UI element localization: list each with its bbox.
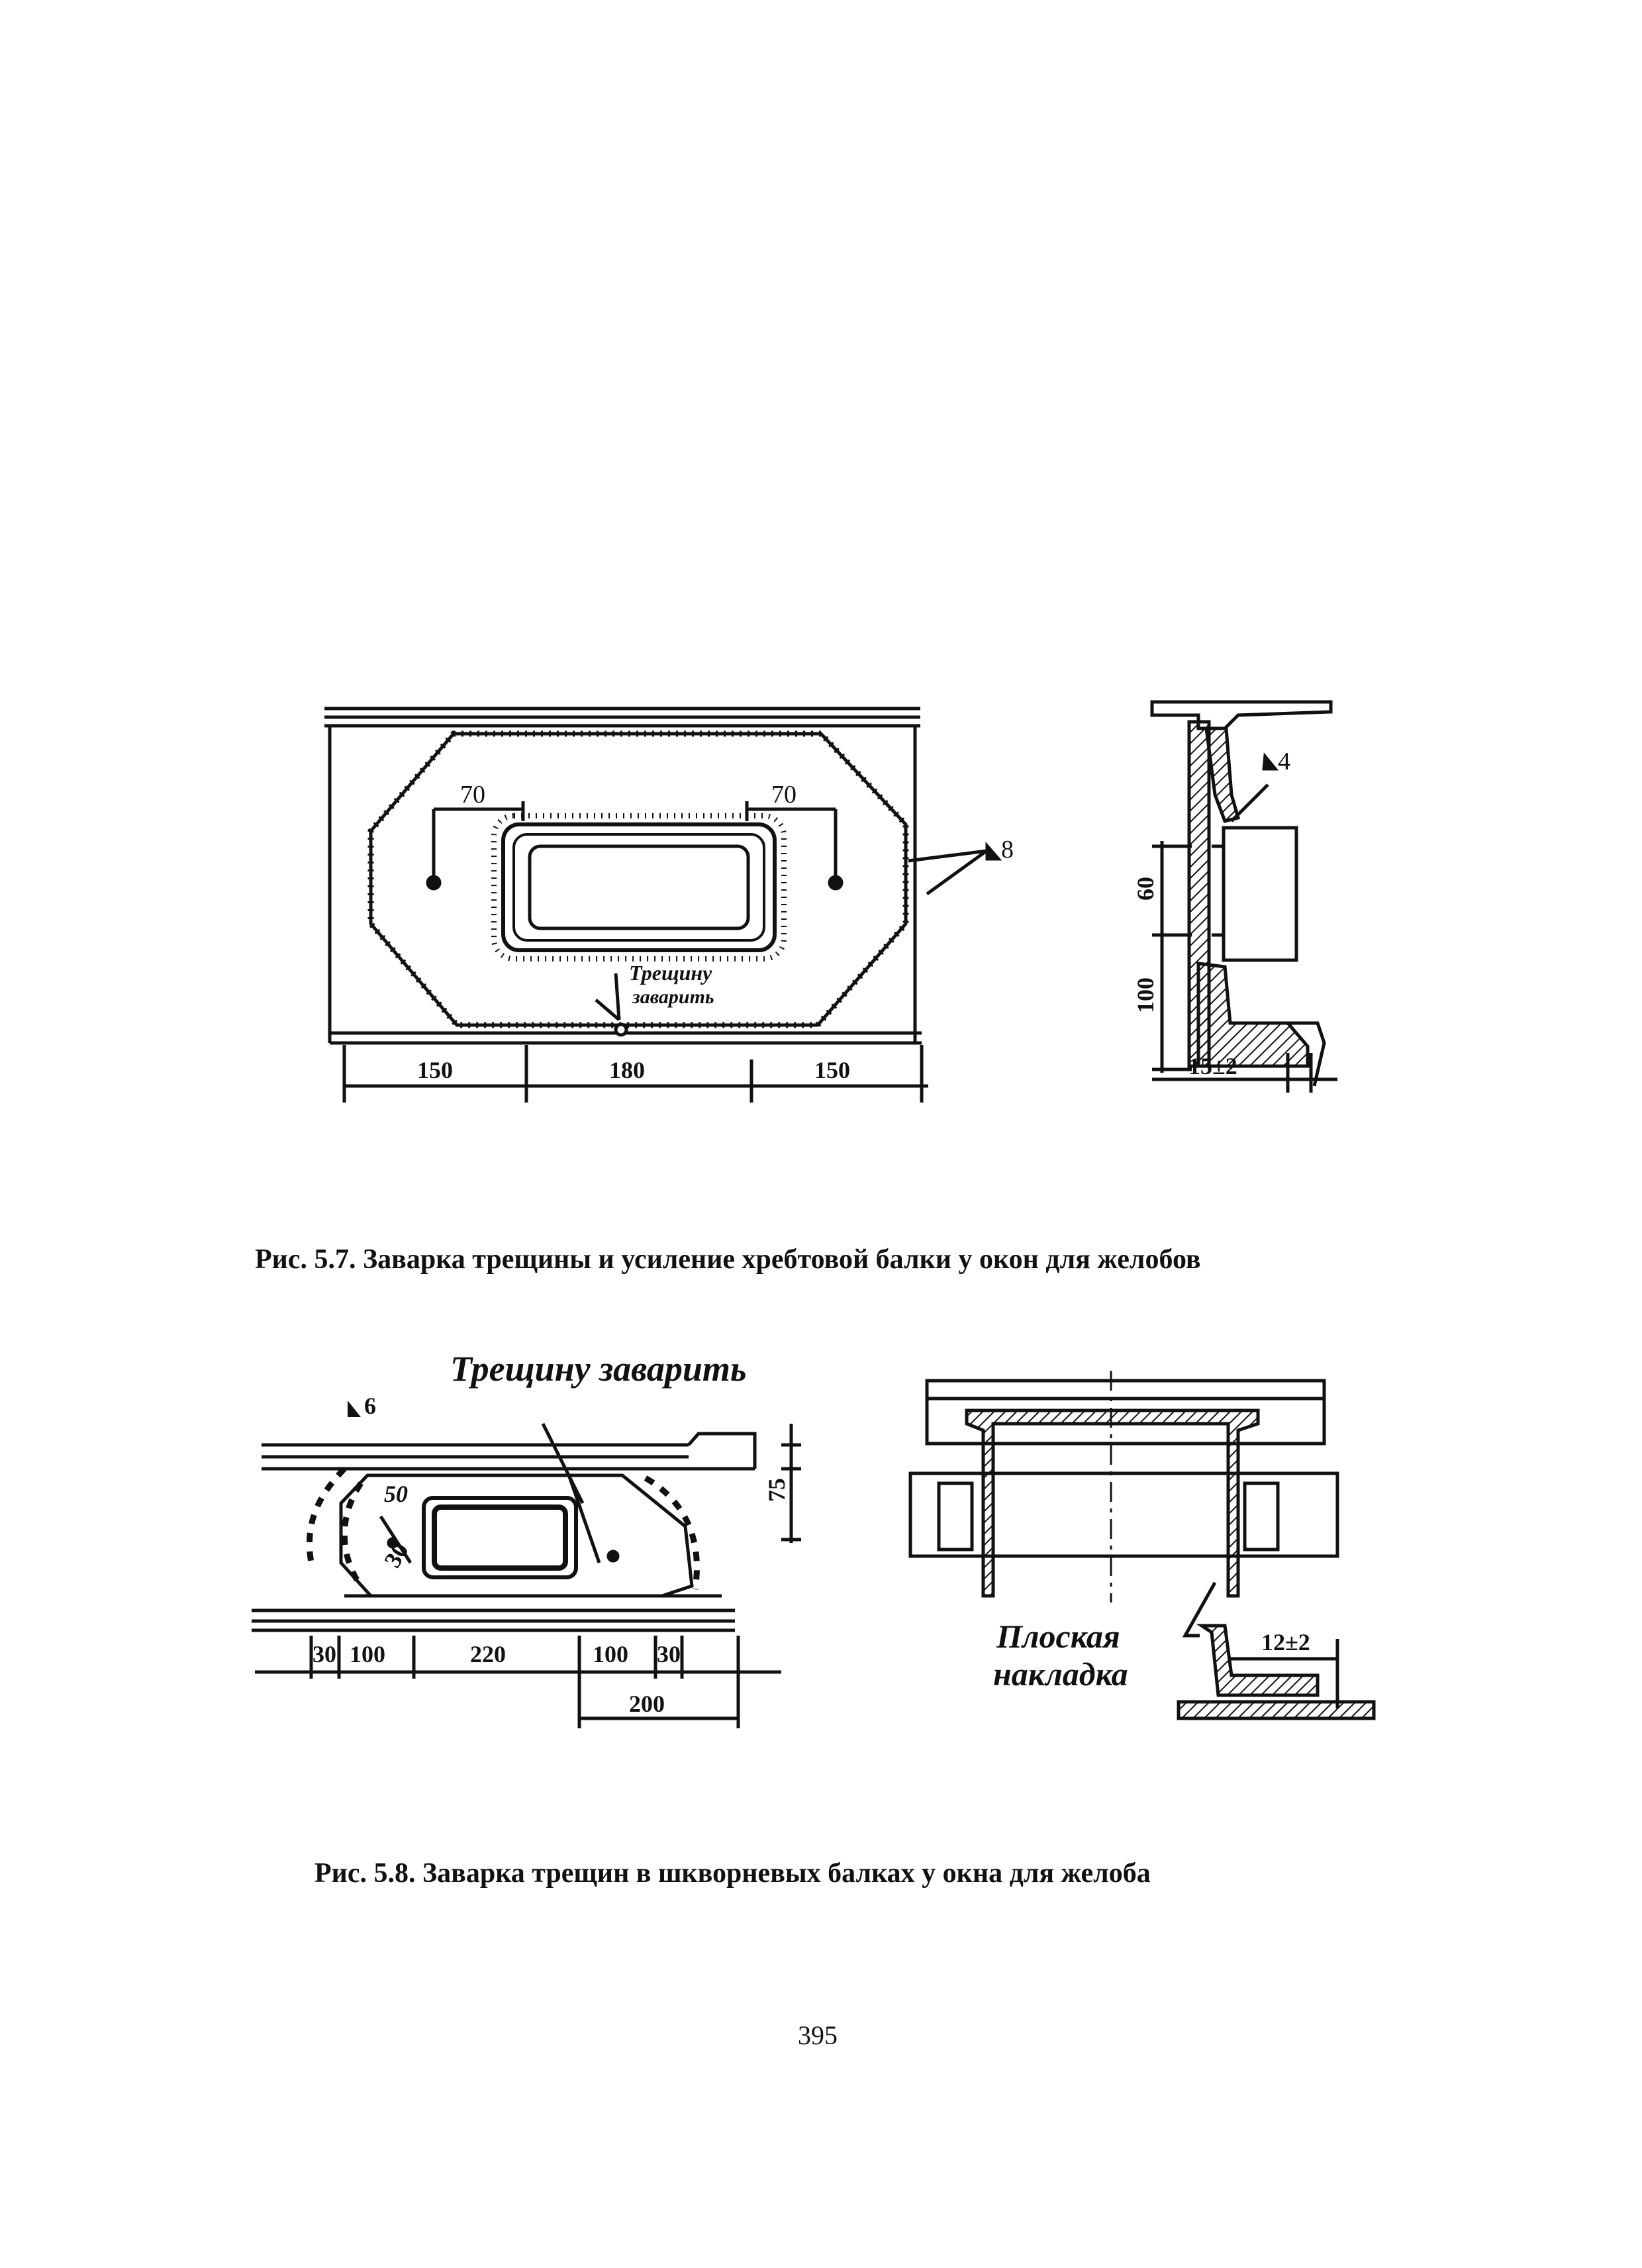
fig57-dim-180: 180 — [609, 1057, 645, 1083]
figure-5-7-caption: Рис. 5.7. Заварка трещины и усиление хребтовой балки у окон для желобов — [255, 1244, 1201, 1275]
fig58-dim-b4: 100 — [593, 1641, 628, 1667]
fig57-dim-70-right: 70 — [771, 781, 797, 809]
fig58-plate-label-line1: Плоская — [996, 1618, 1120, 1655]
fig57-dim-100: 100 — [1132, 977, 1159, 1013]
fig57-crack-note-line2: заварить — [632, 986, 714, 1008]
fig58-section-view — [910, 1371, 1374, 1718]
fig57-dim-60: 60 — [1132, 877, 1159, 901]
fig57-dim-150-left: 150 — [417, 1057, 453, 1083]
figure-5-8-caption: Рис. 5.8. Заварка трещин в шкворневых балках у окна для желоба — [314, 1858, 1151, 1889]
fig57-crack-note-line1: Трещину — [629, 961, 712, 985]
fig57-dim-15pm2: 15±2 — [1188, 1053, 1237, 1079]
fig57-main-view — [324, 709, 1000, 1103]
fig57-section-view — [1152, 702, 1337, 1093]
fig58-crack-note: Трещину заварить — [450, 1349, 747, 1389]
fig58-dim-b5: 30 — [657, 1641, 681, 1667]
fig57-dim-150-right: 150 — [814, 1057, 850, 1083]
fig58-dim-12pm2: 12±2 — [1261, 1629, 1310, 1655]
fig58-dim-b1: 30 — [313, 1641, 336, 1667]
fig58-plate-label-line2: накладка — [993, 1655, 1128, 1693]
page-number: 395 — [798, 2020, 838, 2050]
fig58-weld-6: 6 — [364, 1393, 376, 1419]
fig58-dim-b2: 100 — [350, 1641, 385, 1667]
fig58-weld-symbol — [348, 1401, 361, 1417]
fig57-dim-70-left: 70 — [460, 781, 485, 809]
fig58-dim-75: 75 — [763, 1478, 790, 1502]
fig58-dim-b3: 220 — [470, 1641, 506, 1667]
fig58-dim-30-inner: 30 — [379, 1538, 414, 1572]
fig58-dim-200: 200 — [629, 1691, 665, 1717]
fig58-dim-50: 50 — [384, 1481, 408, 1507]
fig57-weld-8: 8 — [1001, 836, 1014, 863]
fig57-weld-4: 4 — [1278, 748, 1290, 775]
fig58-main-view — [252, 1424, 801, 1728]
